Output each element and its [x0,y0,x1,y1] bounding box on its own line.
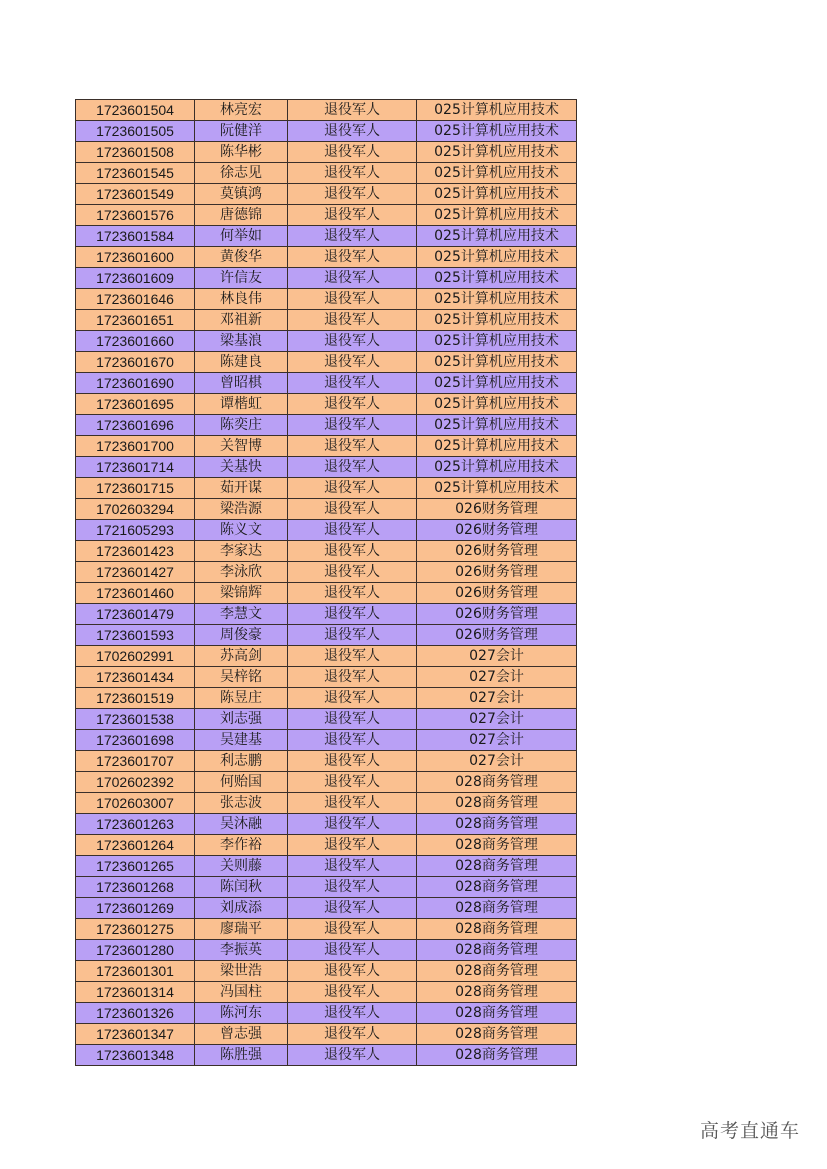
major-cell: 025计算机应用技术 [417,457,577,478]
major-cell: 025计算机应用技术 [417,100,577,121]
student-name-cell: 曾志强 [195,1024,288,1045]
student-id-cell: 1723601348 [76,1045,195,1066]
student-id-cell: 1723601479 [76,604,195,625]
category-cell: 退役军人 [288,940,417,961]
category-cell: 退役军人 [288,793,417,814]
student-name-cell: 梁锦辉 [195,583,288,604]
student-id-cell: 1723601326 [76,1003,195,1024]
category-cell: 退役军人 [288,520,417,541]
category-cell: 退役军人 [288,667,417,688]
category-cell: 退役军人 [288,1003,417,1024]
table-row [76,583,577,604]
table-row [76,961,577,982]
student-name-cell: 刘成添 [195,898,288,919]
student-id-cell: 1723601593 [76,625,195,646]
table-row [76,373,577,394]
student-id-cell: 1723601576 [76,205,195,226]
category-cell: 退役军人 [288,877,417,898]
student-id-cell: 1723601505 [76,121,195,142]
category-cell: 退役军人 [288,415,417,436]
student-id-cell: 1723601423 [76,541,195,562]
category-cell: 退役军人 [288,835,417,856]
table-row [76,982,577,1003]
major-cell: 025计算机应用技术 [417,352,577,373]
student-name-cell: 徐志见 [195,163,288,184]
category-cell: 退役军人 [288,352,417,373]
major-cell: 026财务管理 [417,520,577,541]
category-cell: 退役军人 [288,331,417,352]
student-name-cell: 邓祖新 [195,310,288,331]
table-row [76,667,577,688]
student-name-cell: 陈胜强 [195,1045,288,1066]
student-name-cell: 梁浩源 [195,499,288,520]
student-id-cell: 1723601519 [76,688,195,709]
table-row [76,688,577,709]
table-row [76,415,577,436]
table-row [76,625,577,646]
table-row [76,919,577,940]
student-id-cell: 1723601347 [76,1024,195,1045]
major-cell: 026财务管理 [417,562,577,583]
student-id-cell: 1702602991 [76,646,195,667]
table-row [76,121,577,142]
category-cell: 退役军人 [288,688,417,709]
major-cell: 025计算机应用技术 [417,436,577,457]
table-body [76,100,577,1066]
student-id-cell: 1723601600 [76,247,195,268]
student-name-cell: 苏高剑 [195,646,288,667]
student-name-cell: 李振英 [195,940,288,961]
student-id-cell: 1723601549 [76,184,195,205]
student-name-cell: 曾昭棋 [195,373,288,394]
category-cell: 退役军人 [288,100,417,121]
major-cell: 028商务管理 [417,1003,577,1024]
student-id-cell: 1723601314 [76,982,195,1003]
category-cell: 退役军人 [288,541,417,562]
student-name-cell: 张志波 [195,793,288,814]
student-id-cell: 1723601646 [76,289,195,310]
table-row [76,520,577,541]
student-id-cell: 1723601265 [76,856,195,877]
student-name-cell: 李慧文 [195,604,288,625]
category-cell: 退役军人 [288,121,417,142]
category-cell: 退役军人 [288,898,417,919]
table-row [76,394,577,415]
student-id-cell: 1723601609 [76,268,195,289]
category-cell: 退役军人 [288,961,417,982]
category-cell: 退役军人 [288,163,417,184]
student-name-cell: 冯国柱 [195,982,288,1003]
table-row [76,1024,577,1045]
table-row [76,331,577,352]
major-cell: 027会计 [417,646,577,667]
student-table [75,99,577,1066]
student-name-cell: 李家达 [195,541,288,562]
student-name-cell: 陈义文 [195,520,288,541]
student-name-cell: 唐德锦 [195,205,288,226]
major-cell: 026财务管理 [417,499,577,520]
watermark-text: 高考直通车 [699,1120,800,1142]
table-row [76,940,577,961]
student-id-cell: 1723601434 [76,667,195,688]
category-cell: 退役军人 [288,709,417,730]
category-cell: 退役军人 [288,394,417,415]
major-cell: 025计算机应用技术 [417,163,577,184]
major-cell: 025计算机应用技术 [417,184,577,205]
table-row [76,478,577,499]
student-name-cell: 陈闰秋 [195,877,288,898]
table-row [76,793,577,814]
category-cell: 退役军人 [288,310,417,331]
student-name-cell: 何举如 [195,226,288,247]
student-name-cell: 陈昱庄 [195,688,288,709]
student-id-cell: 1723601584 [76,226,195,247]
major-cell: 025计算机应用技术 [417,247,577,268]
student-id-cell: 1723601280 [76,940,195,961]
major-cell: 028商务管理 [417,898,577,919]
category-cell: 退役军人 [288,856,417,877]
major-cell: 025计算机应用技术 [417,289,577,310]
student-name-cell: 周俊豪 [195,625,288,646]
major-cell: 028商务管理 [417,814,577,835]
category-cell: 退役军人 [288,751,417,772]
category-cell: 退役军人 [288,604,417,625]
table-row [76,268,577,289]
student-id-cell: 1723601545 [76,163,195,184]
student-name-cell: 吴沐融 [195,814,288,835]
student-name-cell: 梁世浩 [195,961,288,982]
student-id-cell: 1723601460 [76,583,195,604]
category-cell: 退役军人 [288,583,417,604]
category-cell: 退役军人 [288,478,417,499]
category-cell: 退役军人 [288,373,417,394]
category-cell: 退役军人 [288,184,417,205]
student-id-cell: 1723601264 [76,835,195,856]
student-name-cell: 刘志强 [195,709,288,730]
major-cell: 028商务管理 [417,856,577,877]
category-cell: 退役军人 [288,226,417,247]
student-name-cell: 许信友 [195,268,288,289]
table-row [76,163,577,184]
student-name-cell: 何贻国 [195,772,288,793]
major-cell: 025计算机应用技术 [417,121,577,142]
table-row [76,184,577,205]
major-cell: 028商务管理 [417,1024,577,1045]
student-id-cell: 1721605293 [76,520,195,541]
student-id-cell: 1723601508 [76,142,195,163]
major-cell: 028商务管理 [417,961,577,982]
major-cell: 028商务管理 [417,877,577,898]
category-cell: 退役军人 [288,1024,417,1045]
student-name-cell: 关则藤 [195,856,288,877]
table-row [76,898,577,919]
student-name-cell: 莫镇鸿 [195,184,288,205]
student-name-cell: 林亮宏 [195,100,288,121]
table-row [76,457,577,478]
major-cell: 025计算机应用技术 [417,310,577,331]
table-row [76,541,577,562]
major-cell: 028商务管理 [417,919,577,940]
major-cell: 026财务管理 [417,625,577,646]
student-name-cell: 吴梓铭 [195,667,288,688]
student-id-cell: 1702602392 [76,772,195,793]
student-id-cell: 1723601695 [76,394,195,415]
student-id-cell: 1723601690 [76,373,195,394]
major-cell: 025计算机应用技术 [417,142,577,163]
category-cell: 退役军人 [288,625,417,646]
student-id-cell: 1723601714 [76,457,195,478]
major-cell: 025计算机应用技术 [417,415,577,436]
table-row [76,205,577,226]
student-id-cell: 1723601275 [76,919,195,940]
major-cell: 027会计 [417,730,577,751]
major-cell: 025计算机应用技术 [417,205,577,226]
table-row [76,604,577,625]
category-cell: 退役军人 [288,562,417,583]
student-name-cell: 利志鹏 [195,751,288,772]
student-id-cell: 1723601504 [76,100,195,121]
major-cell: 026财务管理 [417,541,577,562]
major-cell: 027会计 [417,688,577,709]
student-name-cell: 李作裕 [195,835,288,856]
major-cell: 028商务管理 [417,772,577,793]
student-id-cell: 1723601268 [76,877,195,898]
table-row [76,751,577,772]
table-row [76,352,577,373]
student-id-cell: 1723601660 [76,331,195,352]
table-row [76,1045,577,1066]
category-cell: 退役军人 [288,436,417,457]
category-cell: 退役军人 [288,205,417,226]
category-cell: 退役军人 [288,142,417,163]
table-row [76,835,577,856]
major-cell: 025计算机应用技术 [417,478,577,499]
table-row [76,100,577,121]
student-name-cell: 茹开谋 [195,478,288,499]
student-name-cell: 关智博 [195,436,288,457]
major-cell: 026财务管理 [417,604,577,625]
student-id-cell: 1723601698 [76,730,195,751]
table-row [76,646,577,667]
student-name-cell: 陈建良 [195,352,288,373]
student-name-cell: 梁基浪 [195,331,288,352]
student-name-cell: 陈华彬 [195,142,288,163]
table-row [76,730,577,751]
student-id-cell: 1723601263 [76,814,195,835]
category-cell: 退役军人 [288,1045,417,1066]
table-row [76,709,577,730]
major-cell: 028商务管理 [417,793,577,814]
category-cell: 退役军人 [288,982,417,1003]
student-id-cell: 1702603294 [76,499,195,520]
student-id-cell: 1723601715 [76,478,195,499]
student-name-cell: 陈河东 [195,1003,288,1024]
student-id-cell: 1723601538 [76,709,195,730]
table-row [76,142,577,163]
major-cell: 025计算机应用技术 [417,226,577,247]
category-cell: 退役军人 [288,772,417,793]
table-row [76,499,577,520]
table-row [76,856,577,877]
major-cell: 028商务管理 [417,982,577,1003]
major-cell: 027会计 [417,667,577,688]
category-cell: 退役军人 [288,247,417,268]
student-id-cell: 1723601269 [76,898,195,919]
category-cell: 退役军人 [288,730,417,751]
student-id-cell: 1723601696 [76,415,195,436]
category-cell: 退役军人 [288,268,417,289]
student-id-cell: 1723601301 [76,961,195,982]
table-row [76,436,577,457]
student-id-cell: 1723601670 [76,352,195,373]
category-cell: 退役军人 [288,646,417,667]
student-name-cell: 吴建基 [195,730,288,751]
student-id-cell: 1723601707 [76,751,195,772]
student-name-cell: 李泳欣 [195,562,288,583]
category-cell: 退役军人 [288,814,417,835]
student-id-cell: 1723601700 [76,436,195,457]
category-cell: 退役军人 [288,289,417,310]
category-cell: 退役军人 [288,919,417,940]
student-name-cell: 陈奕庄 [195,415,288,436]
student-id-cell: 1723601651 [76,310,195,331]
student-id-cell: 1723601427 [76,562,195,583]
category-cell: 退役军人 [288,499,417,520]
major-cell: 026财务管理 [417,583,577,604]
student-name-cell: 谭楷虹 [195,394,288,415]
table-row [76,226,577,247]
student-name-cell: 林良伟 [195,289,288,310]
table-row [76,814,577,835]
major-cell: 028商务管理 [417,835,577,856]
student-name-cell: 关基快 [195,457,288,478]
table-row [76,562,577,583]
major-cell: 025计算机应用技术 [417,331,577,352]
major-cell: 025计算机应用技术 [417,373,577,394]
major-cell: 027会计 [417,709,577,730]
major-cell: 025计算机应用技术 [417,394,577,415]
major-cell: 027会计 [417,751,577,772]
table-row [76,772,577,793]
table-row [76,310,577,331]
table-row [76,1003,577,1024]
student-id-cell: 1702603007 [76,793,195,814]
category-cell: 退役军人 [288,457,417,478]
table-row [76,877,577,898]
table-row [76,247,577,268]
major-cell: 025计算机应用技术 [417,268,577,289]
student-name-cell: 阮健洋 [195,121,288,142]
student-name-cell: 黄俊华 [195,247,288,268]
table-row [76,289,577,310]
major-cell: 028商务管理 [417,1045,577,1066]
major-cell: 028商务管理 [417,940,577,961]
student-name-cell: 廖瑞平 [195,919,288,940]
